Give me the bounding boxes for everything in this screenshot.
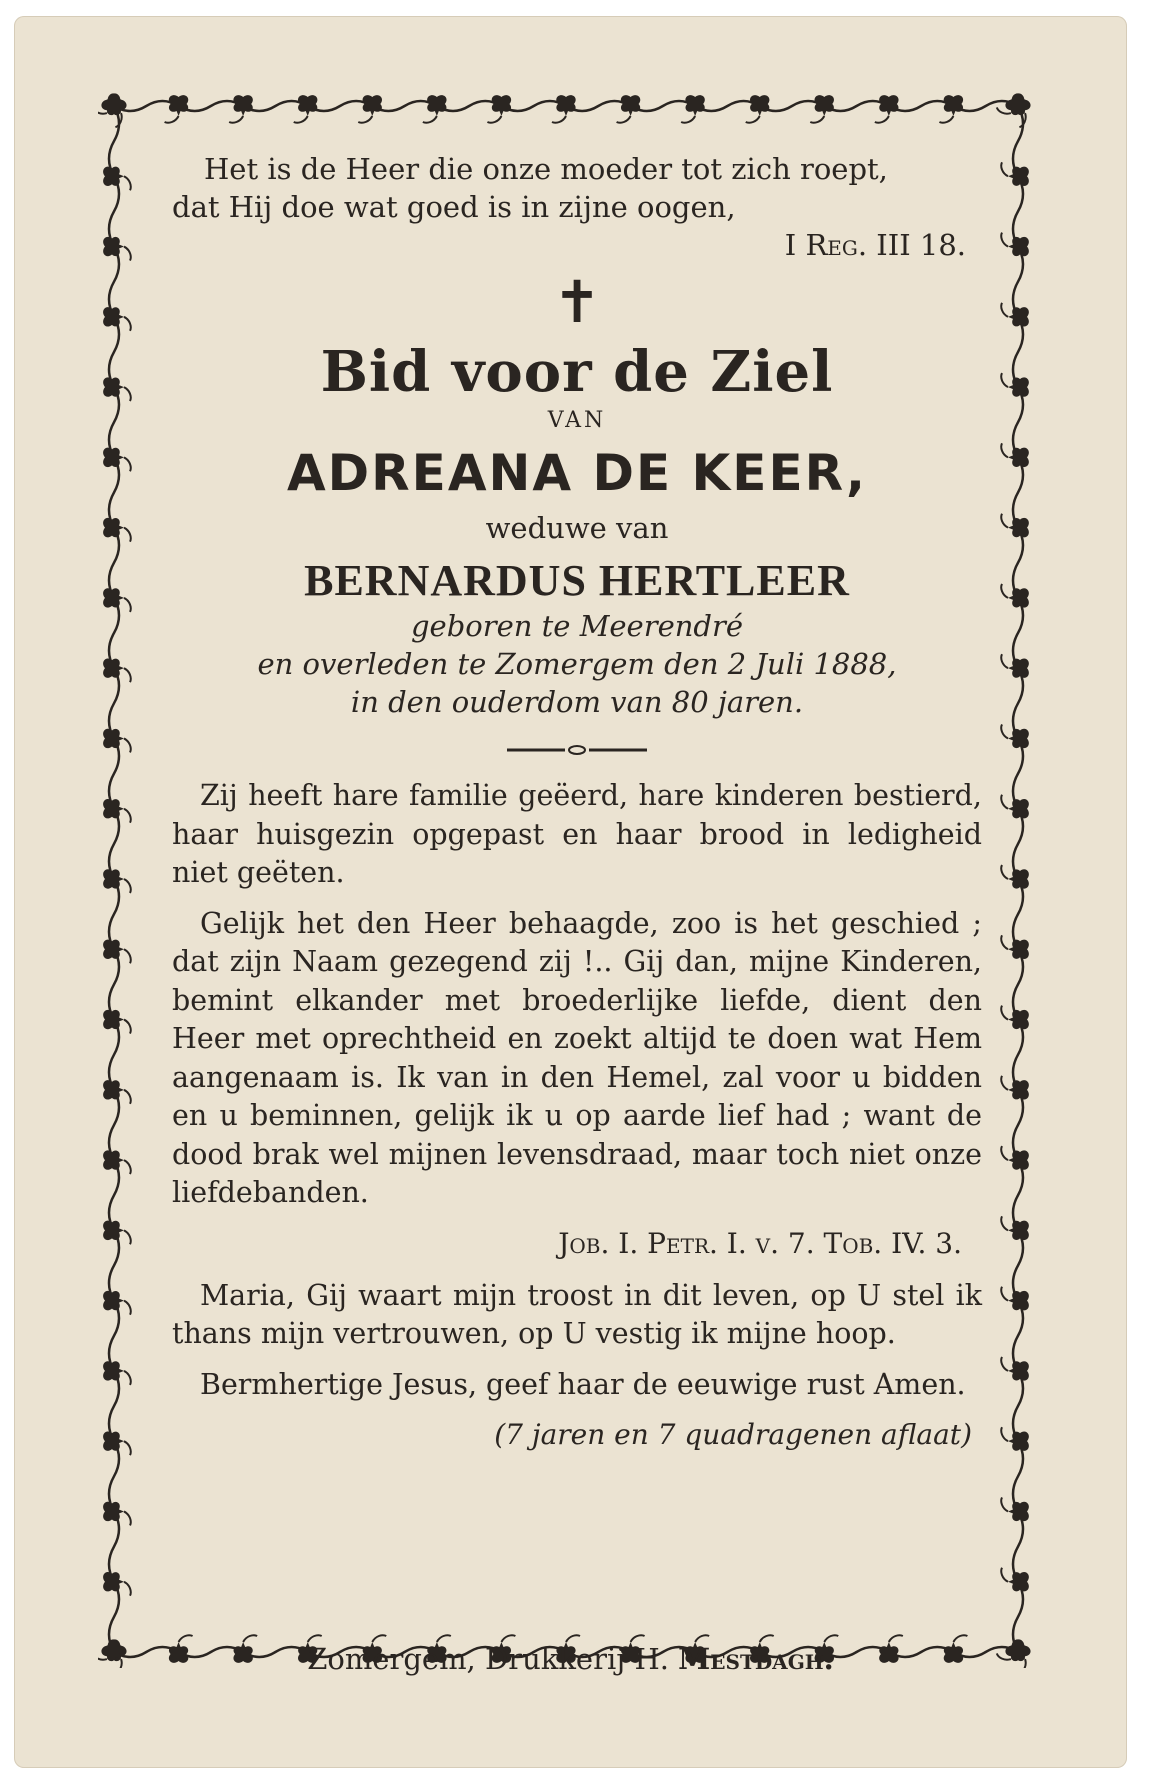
van-label: VAN bbox=[547, 408, 607, 433]
latin-cross-icon: ✝ bbox=[552, 268, 602, 336]
paragraph-jesus: Bermhertige Jesus, geef haar de eeuwige rust Amen. bbox=[200, 1367, 966, 1401]
husband-name: BERNARDUS HERTLEER bbox=[304, 556, 850, 605]
deceased-name: ADREANA DE KEER, bbox=[286, 444, 868, 502]
fleuron-icon bbox=[746, 95, 770, 123]
divider-ornament-icon bbox=[507, 743, 647, 757]
fleuron-icon bbox=[681, 95, 705, 123]
fleuron-icon bbox=[617, 95, 641, 123]
birth-line: geboren te Meerendré bbox=[410, 609, 743, 643]
fleuron-icon bbox=[423, 95, 447, 123]
widow-of-label: weduwe van bbox=[485, 511, 669, 545]
fleuron-icon bbox=[487, 95, 511, 123]
fleuron-icon bbox=[229, 95, 253, 123]
printer-name: Mestdagh. bbox=[678, 1642, 834, 1676]
verse-line-1: Het is de Heer die onze moeder tot zich roept, bbox=[204, 152, 888, 186]
prayer-heading: Bid voor de Ziel bbox=[320, 339, 834, 405]
fleuron-icon bbox=[165, 95, 189, 123]
fleuron-icon bbox=[1000, 91, 1034, 127]
indulgence-note: (7 jaren en 7 quadragenen aflaat) bbox=[494, 1418, 972, 1451]
printer-imprint bbox=[14, 1642, 1127, 1676]
fleuron-icon bbox=[294, 95, 318, 123]
paragraph-maria: Maria, Gij waart mijn troost in dit leven, op U stel ik thans mijn vertrouwen, op U vestig ik mijne hoop. bbox=[172, 1278, 982, 1350]
age-line: in den ouderdom van 80 jaren. bbox=[350, 685, 804, 719]
fleuron-icon bbox=[552, 95, 576, 123]
card-content bbox=[172, 150, 982, 1454]
verse-reference: I Reg. III 18. bbox=[784, 228, 966, 262]
verse-line-2: dat Hij doe wat goed is in zijne oogen, bbox=[172, 190, 736, 224]
printer-prefix: Zomergem, Drukkerij H. bbox=[307, 1642, 669, 1676]
fleuron-icon bbox=[875, 95, 899, 123]
death-line: en overleden te Zomergem den 2 Juli 1888, bbox=[257, 647, 897, 681]
paragraph-farewell: Gelijk het den Heer behaagde, zoo is het geschied ; dat zijn Naam gezegend zij !.. Gij dan, mijne Kinderen, bemint elkander met broederlijke liefde, dient den Heer met oprechtheid en zoekt altijd te doen wat Hem aangenaam is. Ik van in den Hemel, zal voor u bidden en u beminnen, gelijk ik u op aarde lief had ; want de dood brak wel mijnen levensdraad, maar toch niet onze liefdebanden. bbox=[172, 906, 982, 1209]
scripture-verse bbox=[172, 150, 982, 264]
fleuron-icon bbox=[358, 95, 382, 123]
paragraph-family: Zij heeft hare familie geëerd, hare kinderen bestierd, haar huisgezin opgepast en haar brood in ledigheid niet geëten. bbox=[172, 779, 982, 889]
fleuron-icon bbox=[810, 95, 834, 123]
fleuron-icon bbox=[939, 95, 963, 123]
scripture-references: Job. I. Petr. I. v. 7. Tob. IV. 3. bbox=[558, 1226, 962, 1260]
